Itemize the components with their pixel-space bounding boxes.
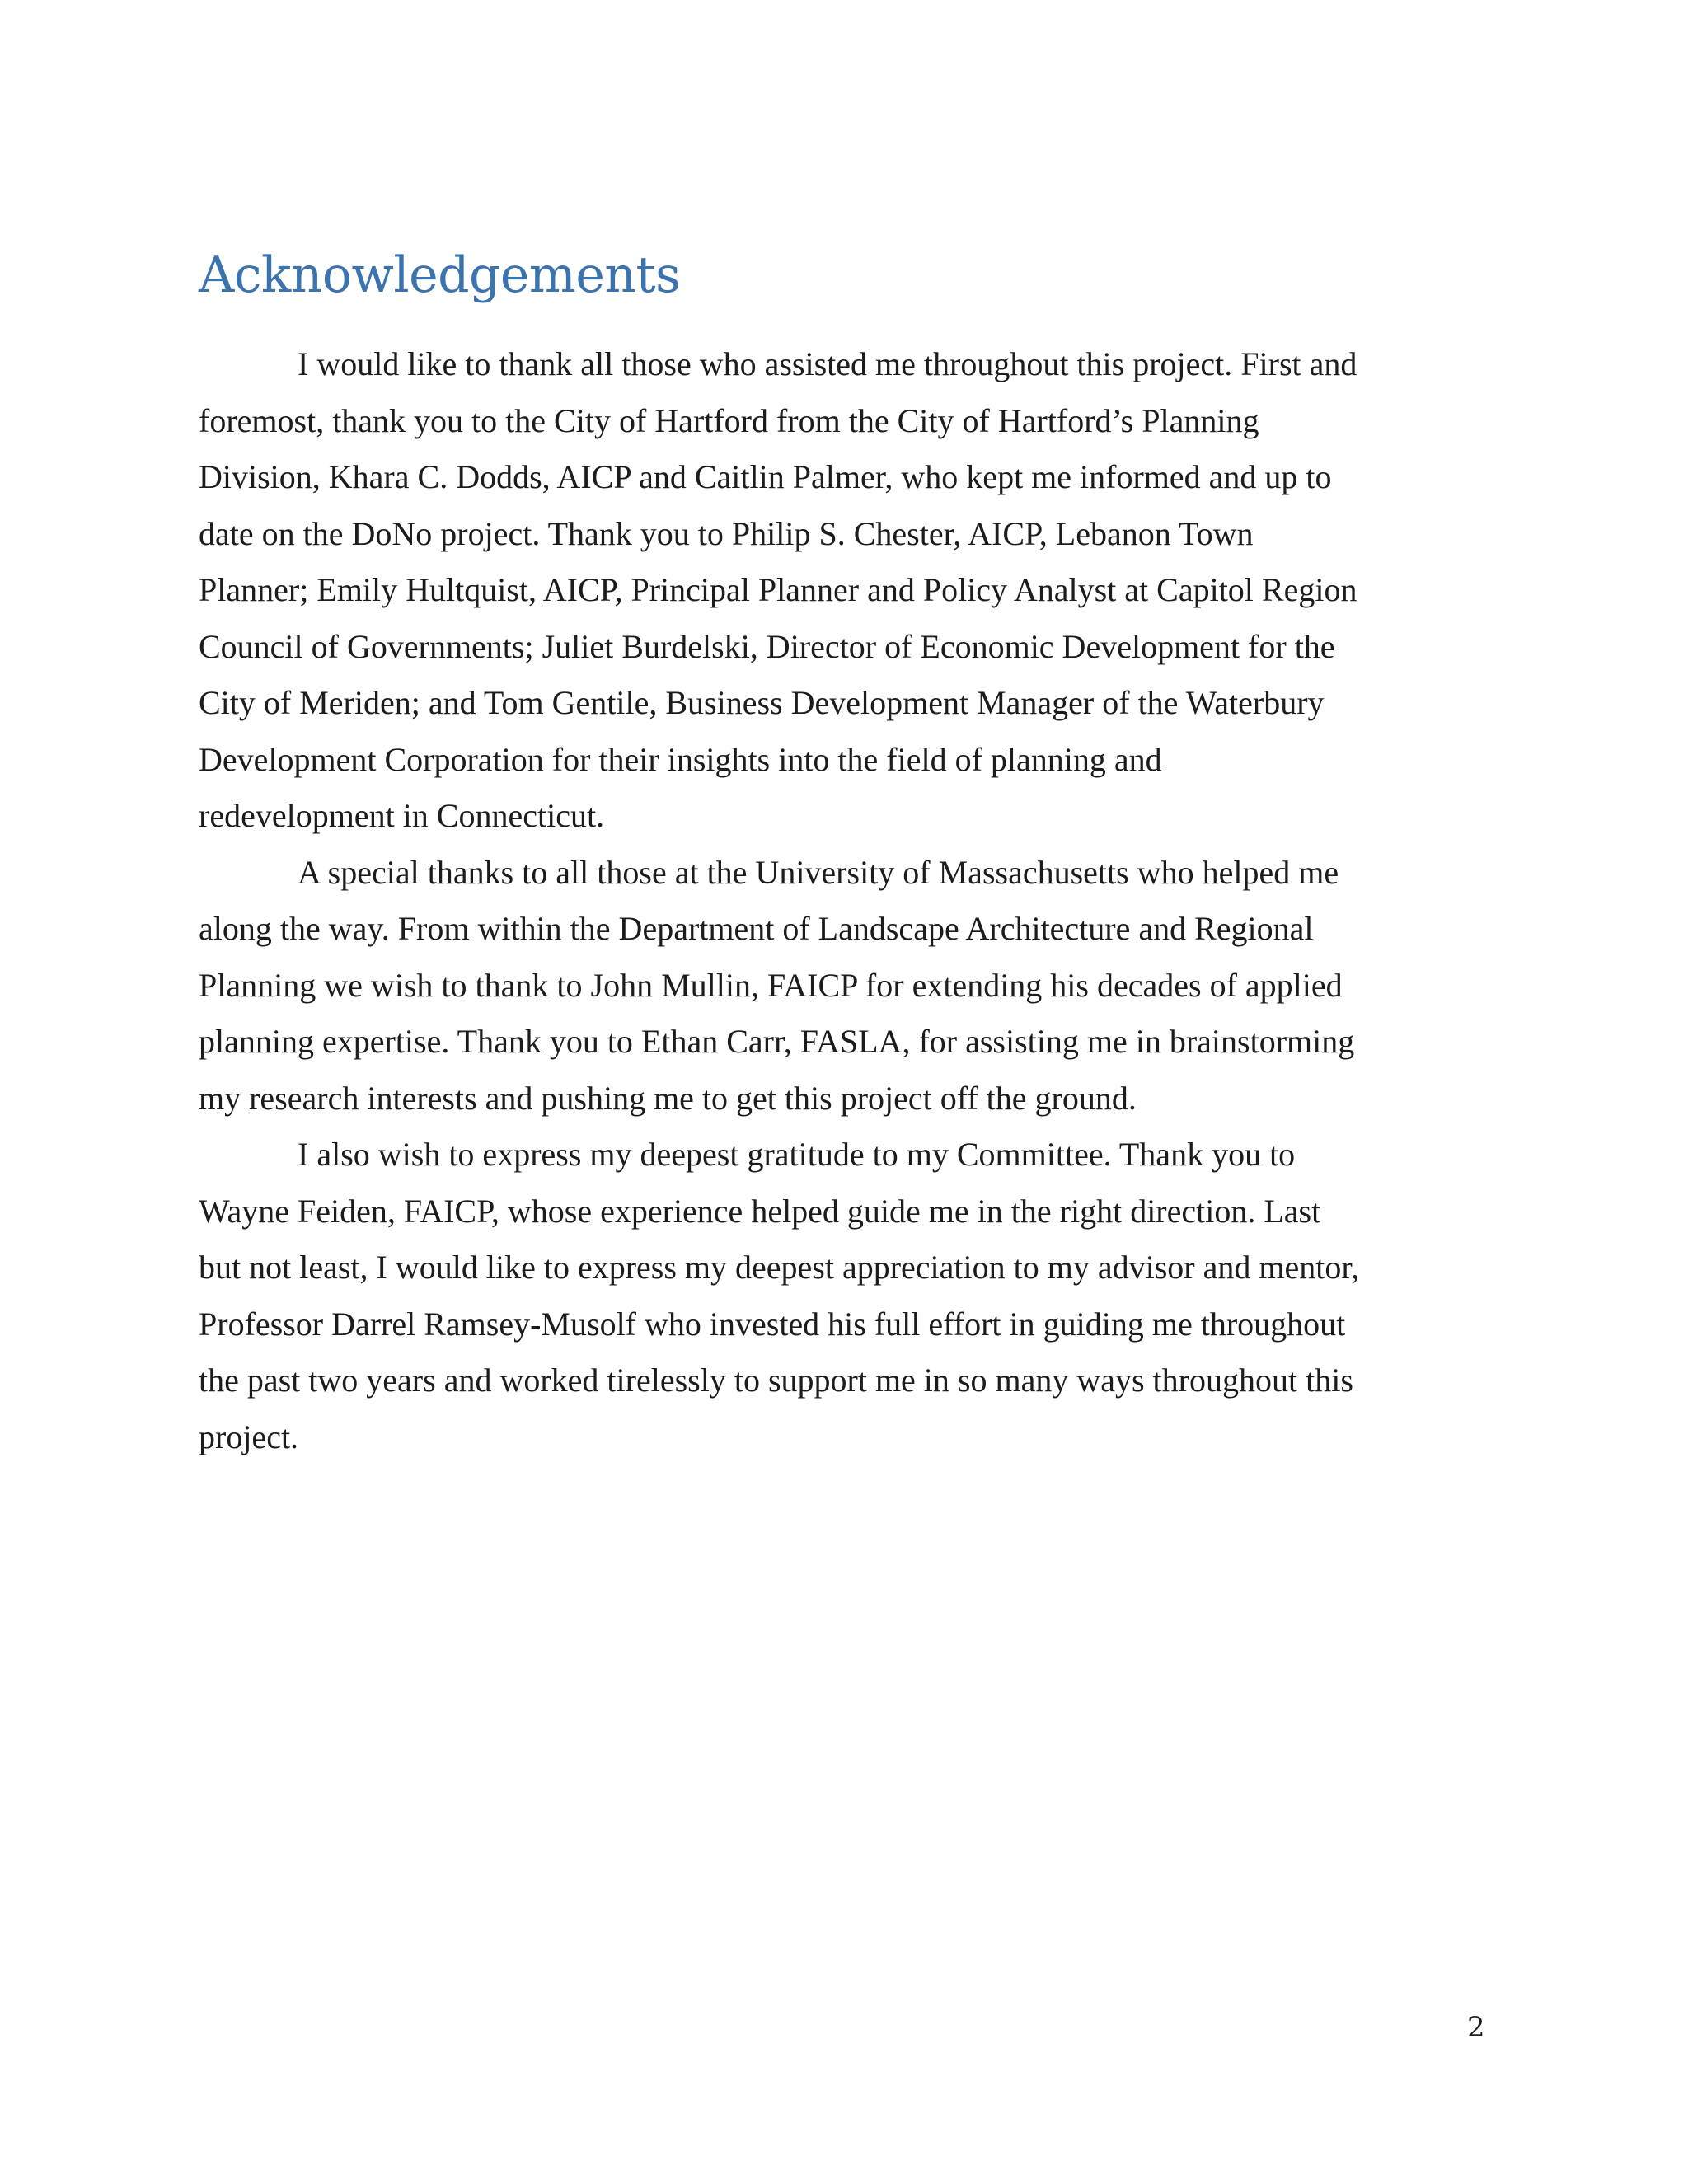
text-line: planning expertise. Thank you to Ethan Carr, FASLA, for assisting me in brainstorming xyxy=(199,1023,1355,1060)
text-line: but not least, I would like to express my deepest appreciation to my advisor and mentor, xyxy=(199,1249,1360,1286)
page-number: 2 xyxy=(1467,2011,1485,2044)
text-line: I also wish to express my deepest gratitude to my Committee. Thank you to xyxy=(298,1136,1296,1173)
acknowledgements-body xyxy=(199,336,1484,1465)
text-line: along the way. From within the Department of Landscape Architecture and Regional xyxy=(199,910,1314,947)
text-line: City of Meriden; and Tom Gentile, Business Development Manager of the Waterbury xyxy=(199,684,1325,721)
paragraph-3 xyxy=(199,1127,1484,1465)
paragraph-2 xyxy=(199,845,1484,1127)
text-line: Development Corporation for their insights into the field of planning and xyxy=(199,740,1162,778)
text-line: foremost, thank you to the City of Hartford from the City of Hartford’s Planning xyxy=(199,401,1259,439)
text-line: Council of Governments; Juliet Burdelski, Director of Economic Development for the xyxy=(199,627,1335,665)
page-title: Acknowledgements xyxy=(199,246,681,304)
text-line: the past two years and worked tirelessly to support me in so many ways throughout this xyxy=(199,1361,1353,1399)
text-line: project. xyxy=(199,1418,299,1455)
paragraph-1 xyxy=(199,336,1484,845)
text-line: redevelopment in Connecticut. xyxy=(199,797,605,834)
text-line: I would like to thank all those who assisted me throughout this project. First and xyxy=(298,345,1357,382)
text-line: date on the DoNo project. Thank you to Philip S. Chester, AICP, Lebanon Town xyxy=(199,514,1254,552)
text-line: Professor Darrel Ramsey-Musolf who invested his full effort in guiding me throughout xyxy=(199,1305,1346,1343)
text-line: Planning we wish to thank to John Mullin, FAICP for extending his decades of applied xyxy=(199,966,1343,1004)
text-line: Planner; Emily Hultquist, AICP, Principal Planner and Policy Analyst at Capitol Region xyxy=(199,571,1357,608)
text-line: my research interests and pushing me to get this project off the ground. xyxy=(199,1079,1137,1117)
text-line: Division, Khara C. Dodds, AICP and Caitlin Palmer, who kept me informed and up to xyxy=(199,458,1332,495)
text-line: Wayne Feiden, FAICP, whose experience helped guide me in the right direction. Last xyxy=(199,1192,1321,1230)
text-line: A special thanks to all those at the University of Massachusetts who helped me xyxy=(298,853,1339,891)
